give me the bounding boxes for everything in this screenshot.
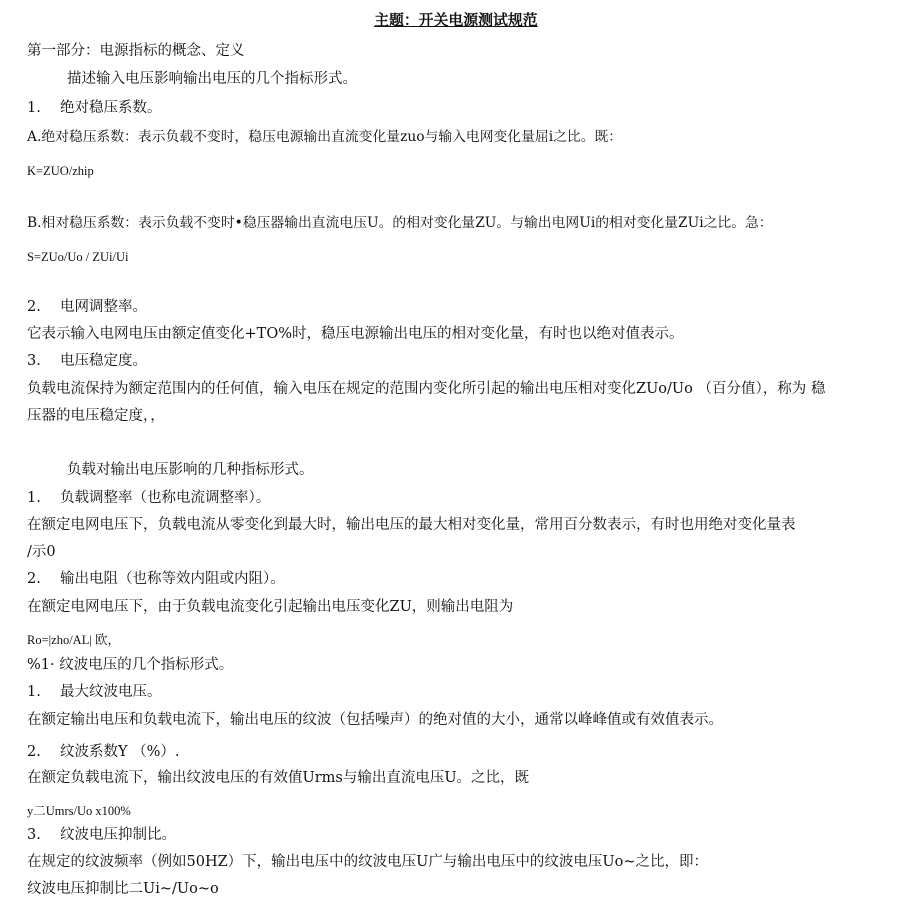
paragraph-continuation: /示0 — [27, 544, 56, 560]
paragraph: 在额定输出电压和负载电流下，输出电压的纹波（包括噪声）的绝对值的大小，通常以峰峰值或有效值表示。 — [27, 712, 723, 728]
list-item: 3. 电压稳定度。 — [27, 353, 147, 369]
formula: S=ZUo/Uo / ZUi/Ui — [27, 250, 129, 264]
subsection-intro: 描述输入电压影响输出电压的几个指标形式。 — [67, 71, 357, 87]
list-item: 3. 纹波电压抑制比。 — [27, 827, 176, 843]
paragraph: A.绝对稳压系数：表示负载不变时，稳压电源输出直流变化量zuo与输入电网变化量屈i之比。既： — [27, 129, 623, 145]
section-heading: %1· 纹波电压的几个指标形式。 — [27, 657, 234, 673]
page-title: 主题：开关电源测试规范 — [374, 11, 538, 29]
paragraph: 在额定电网电压下，负载电流从零变化到最大时，输出电压的最大相对变化量，常用百分数表示，有时也用绝对变化量表 — [27, 517, 796, 533]
section-heading: 第一部分：电源指标的概念、定义 — [27, 43, 245, 59]
list-item: 2. 电网调整率。 — [27, 299, 147, 315]
formula: Ro=|zho/AL| 欧， — [27, 633, 120, 647]
list-item: 1. 负载调整率（也称电流调整率）。 — [27, 490, 271, 506]
subsection-intro: 负载对输出电压影响的几种指标形式。 — [67, 462, 314, 478]
paragraph: 它表示输入电网电压由额定值变化+TO%时，稳压电源输出电压的相对变化量，有时也以绝对值表示。 — [27, 326, 684, 342]
list-item: 1. 绝对稳压系数。 — [27, 100, 162, 116]
formula: 纹波电压抑制比二Ui~/Uo~o — [27, 881, 219, 897]
paragraph: B.相对稳压系数：表示负载不变时•稳压器输出直流电压U。的相对变化量ZU。与输出电网Ui的相对变化量ZUi之比。急： — [27, 215, 773, 231]
list-item: 2. 纹波系数Y （%）. — [27, 744, 180, 760]
formula: K=ZUO/zhip — [27, 164, 94, 178]
paragraph: 负载电流保持为额定范围内的任何值，输入电压在规定的范围内变化所引起的输出电压相对变化ZUo/Uo （百分值），称为 稳 — [27, 381, 826, 397]
paragraph: 在规定的纹波频率（例如50HZ）下，输出电压中的纹波电压U广与输出电压中的纹波电压Uo~之比，即： — [27, 854, 708, 870]
paragraph: 在额定电网电压下，由于负载电流变化引起输出电压变化ZU，则输出电阻为 — [27, 599, 514, 615]
paragraph: 在额定负载电流下，输出纹波电压的有效值Urms与输出直流电压U。之比，既 — [27, 770, 530, 786]
formula: y二Umrs/Uo x100% — [27, 804, 131, 818]
paragraph-continuation: 压器的电压稳定度，， — [27, 408, 165, 424]
list-item: 1. 最大纹波电压。 — [27, 684, 162, 700]
list-item: 2. 输出电阻（也称等效内阻或内阻）。 — [27, 571, 285, 587]
